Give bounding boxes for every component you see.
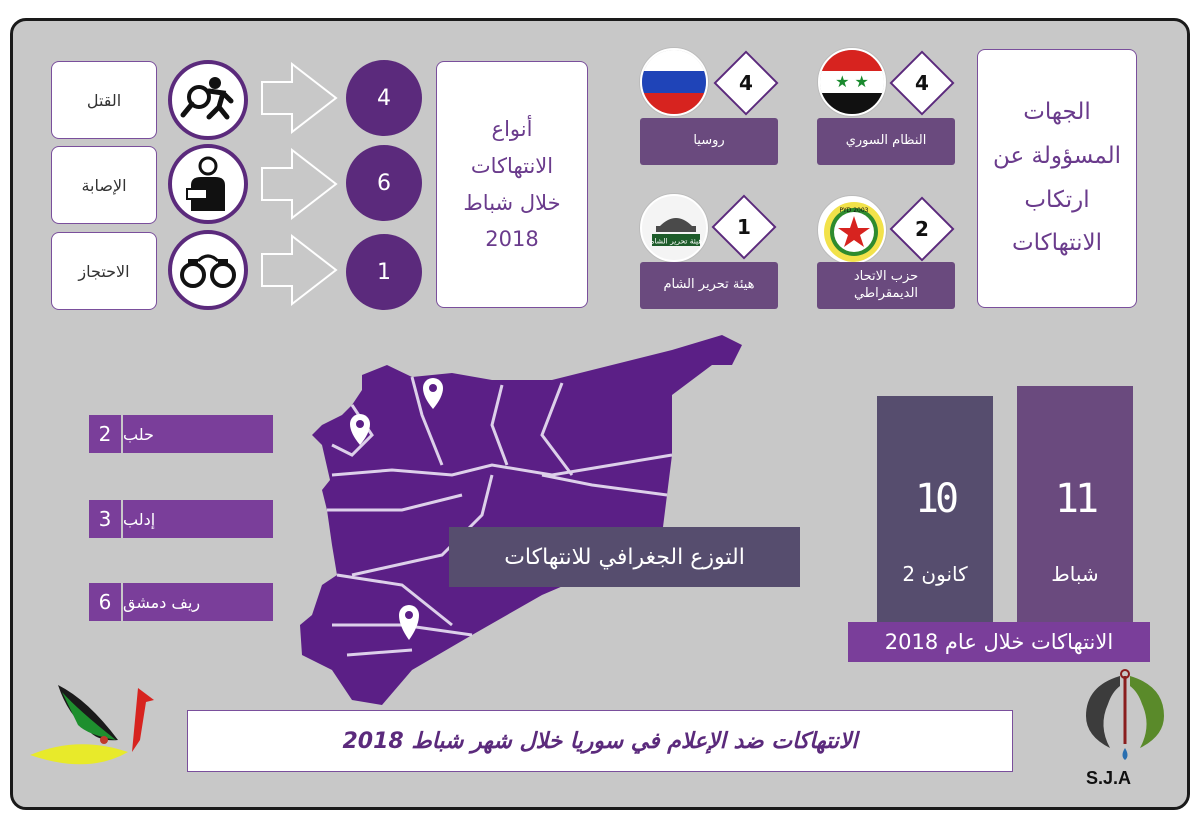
syria-map (292, 325, 752, 710)
label-pyd: حزب الاتحاد الديمقراطي (817, 262, 955, 309)
logo-icon (28, 680, 160, 772)
injured-person-icon (168, 144, 248, 224)
footer-title: الانتهاكات ضد الإعلام في سوريا خلال شهر شباط 2018 (187, 710, 1013, 772)
brand-text: S.J.A (1086, 768, 1132, 788)
type-label-detention-text: الاحتجاز (78, 261, 130, 281)
detective-icon (168, 60, 248, 140)
month-name: كانون 2 (902, 562, 968, 586)
hts-logo-text: هيئة تحرير الشام (649, 236, 703, 246)
responsible-parties-title-text: الجهات المسؤولة عن ارتكاب الانتهاكات (992, 99, 1122, 257)
city-count: 2 (89, 415, 121, 453)
label-russia: روسيا (640, 118, 778, 165)
city-count: 6 (89, 583, 121, 621)
count-killing: 4 (346, 60, 422, 136)
month-value: 10 (914, 476, 956, 522)
month-bar-january (877, 396, 993, 624)
arrow-icon (260, 148, 340, 220)
city-name: حلب (123, 415, 273, 453)
syria-flag-icon: ★ ★ (818, 48, 886, 116)
monthly-caption: الانتهاكات خلال عام 2018 (848, 622, 1150, 662)
arrow-icon (260, 234, 340, 306)
type-label-detention (51, 232, 157, 310)
arrow-icon (260, 62, 340, 134)
type-label-killing-text: القتل (86, 90, 122, 110)
sja-logo-icon (1080, 656, 1170, 766)
city-name: ريف دمشق (123, 583, 273, 621)
count-hts: 1 (737, 215, 751, 239)
month-bar-february (1017, 386, 1133, 624)
count-injury: 6 (346, 145, 422, 221)
geography-title: التوزع الجغرافي للانتهاكات (449, 527, 800, 587)
handcuffs-icon (168, 230, 248, 310)
hts-logo-icon (640, 194, 708, 262)
responsible-parties-title (977, 49, 1137, 308)
violation-types-title (436, 61, 588, 308)
russia-flag-icon (640, 48, 708, 116)
city-name: إدلب (123, 500, 273, 538)
count-russia: 4 (739, 71, 753, 95)
count-pyd: 2 (915, 217, 929, 241)
type-label-injury (51, 146, 157, 224)
pyd-logo-icon (818, 196, 886, 264)
month-value: 11 (1054, 476, 1096, 522)
label-syrian-regime: النظام السوري (817, 118, 955, 165)
count-detention: 1 (346, 234, 422, 310)
violation-types-title-text: أنواع الانتهاكات خلال شباط 2018 (463, 117, 561, 252)
month-name: شباط (1051, 562, 1099, 586)
city-count: 3 (89, 500, 121, 538)
label-hts: هيئة تحرير الشام (640, 262, 778, 309)
count-syrian-regime: 4 (915, 71, 929, 95)
pyd-logo-text: PYD 2003 (839, 207, 869, 214)
type-label-injury-text: الإصابة (81, 175, 127, 195)
type-label-killing (51, 61, 157, 139)
